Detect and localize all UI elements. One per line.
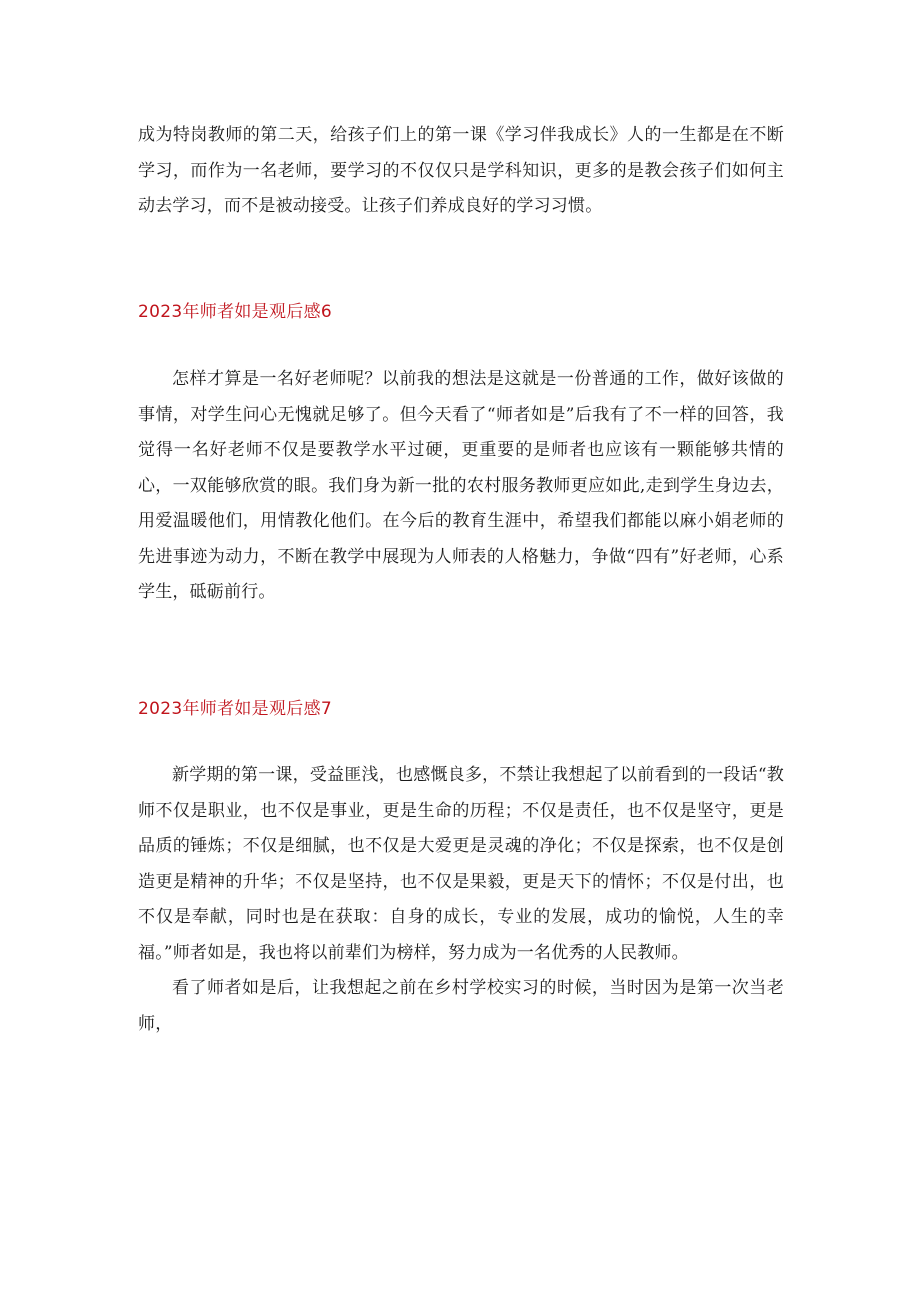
section-7-paragraph-2: 看了师者如是后，让我想起之前在乡村学校实习的时候，当时因为是第一次当老师， (138, 978, 784, 1034)
section-heading-6: 2023年师者如是观后感6 (138, 302, 332, 322)
intro-paragraph-block (138, 118, 784, 225)
intro-paragraph: 成为特岗教师的第二天，给孩子们上的第一课《学习伴我成长》人的一生都是在不断学习，而作为一名老师，要学习的不仅仅只是学科知识，更多的是教会孩子们如何主动去学习，而不是被动接受。让孩子们养成良好的学习习惯。 (138, 125, 784, 216)
section-body-6 (138, 362, 784, 611)
section-7-paragraph-1: 新学期的第一课，受益匪浅，也感慨良多，不禁让我想起了以前看到的一段话“教师不仅是职业，也不仅是事业，更是生命的历程；不仅是责任，也不仅是坚守，更是品质的锤炼；不仅是细腻，也不仅是大爱更是灵魂的净化；不仅是探索，也不仅是创造更是精神的升华；不仅是坚持，也不仅是果毅，更是天下的情怀；不仅是付出，也不仅是奉献，同时也是在获取：自身的成长，专业的发展，成功的愉悦，人生的幸福。”师者如是，我也将以前辈们为榜样，努力成为一名优秀的人民教师。 (138, 765, 784, 963)
section-heading-7: 2023年师者如是观后感7 (138, 699, 332, 719)
section-6-paragraph-1: 怎样才算是一名好老师呢？以前我的想法是这就是一份普通的工作，做好该做的事情，对学生问心无愧就足够了。但今天看了“师者如是”后我有了不一样的回答，我觉得一名好老师不仅是要教学水平过硬，更重要的是师者也应该有一颗能够共情的心，一双能够欣赏的眼。我们身为新一批的农村服务教师更应如此,走到学生身边去，用爱温暖他们，用情教化他们。在今后的教育生涯中，希望我们都能以麻小娟老师的先进事迹为动力，不断在教学中展现为人师表的人格魅力，争做“四有”好老师，心系学生，砥砺前行。 (138, 369, 784, 602)
section-body-7 (138, 758, 784, 1042)
